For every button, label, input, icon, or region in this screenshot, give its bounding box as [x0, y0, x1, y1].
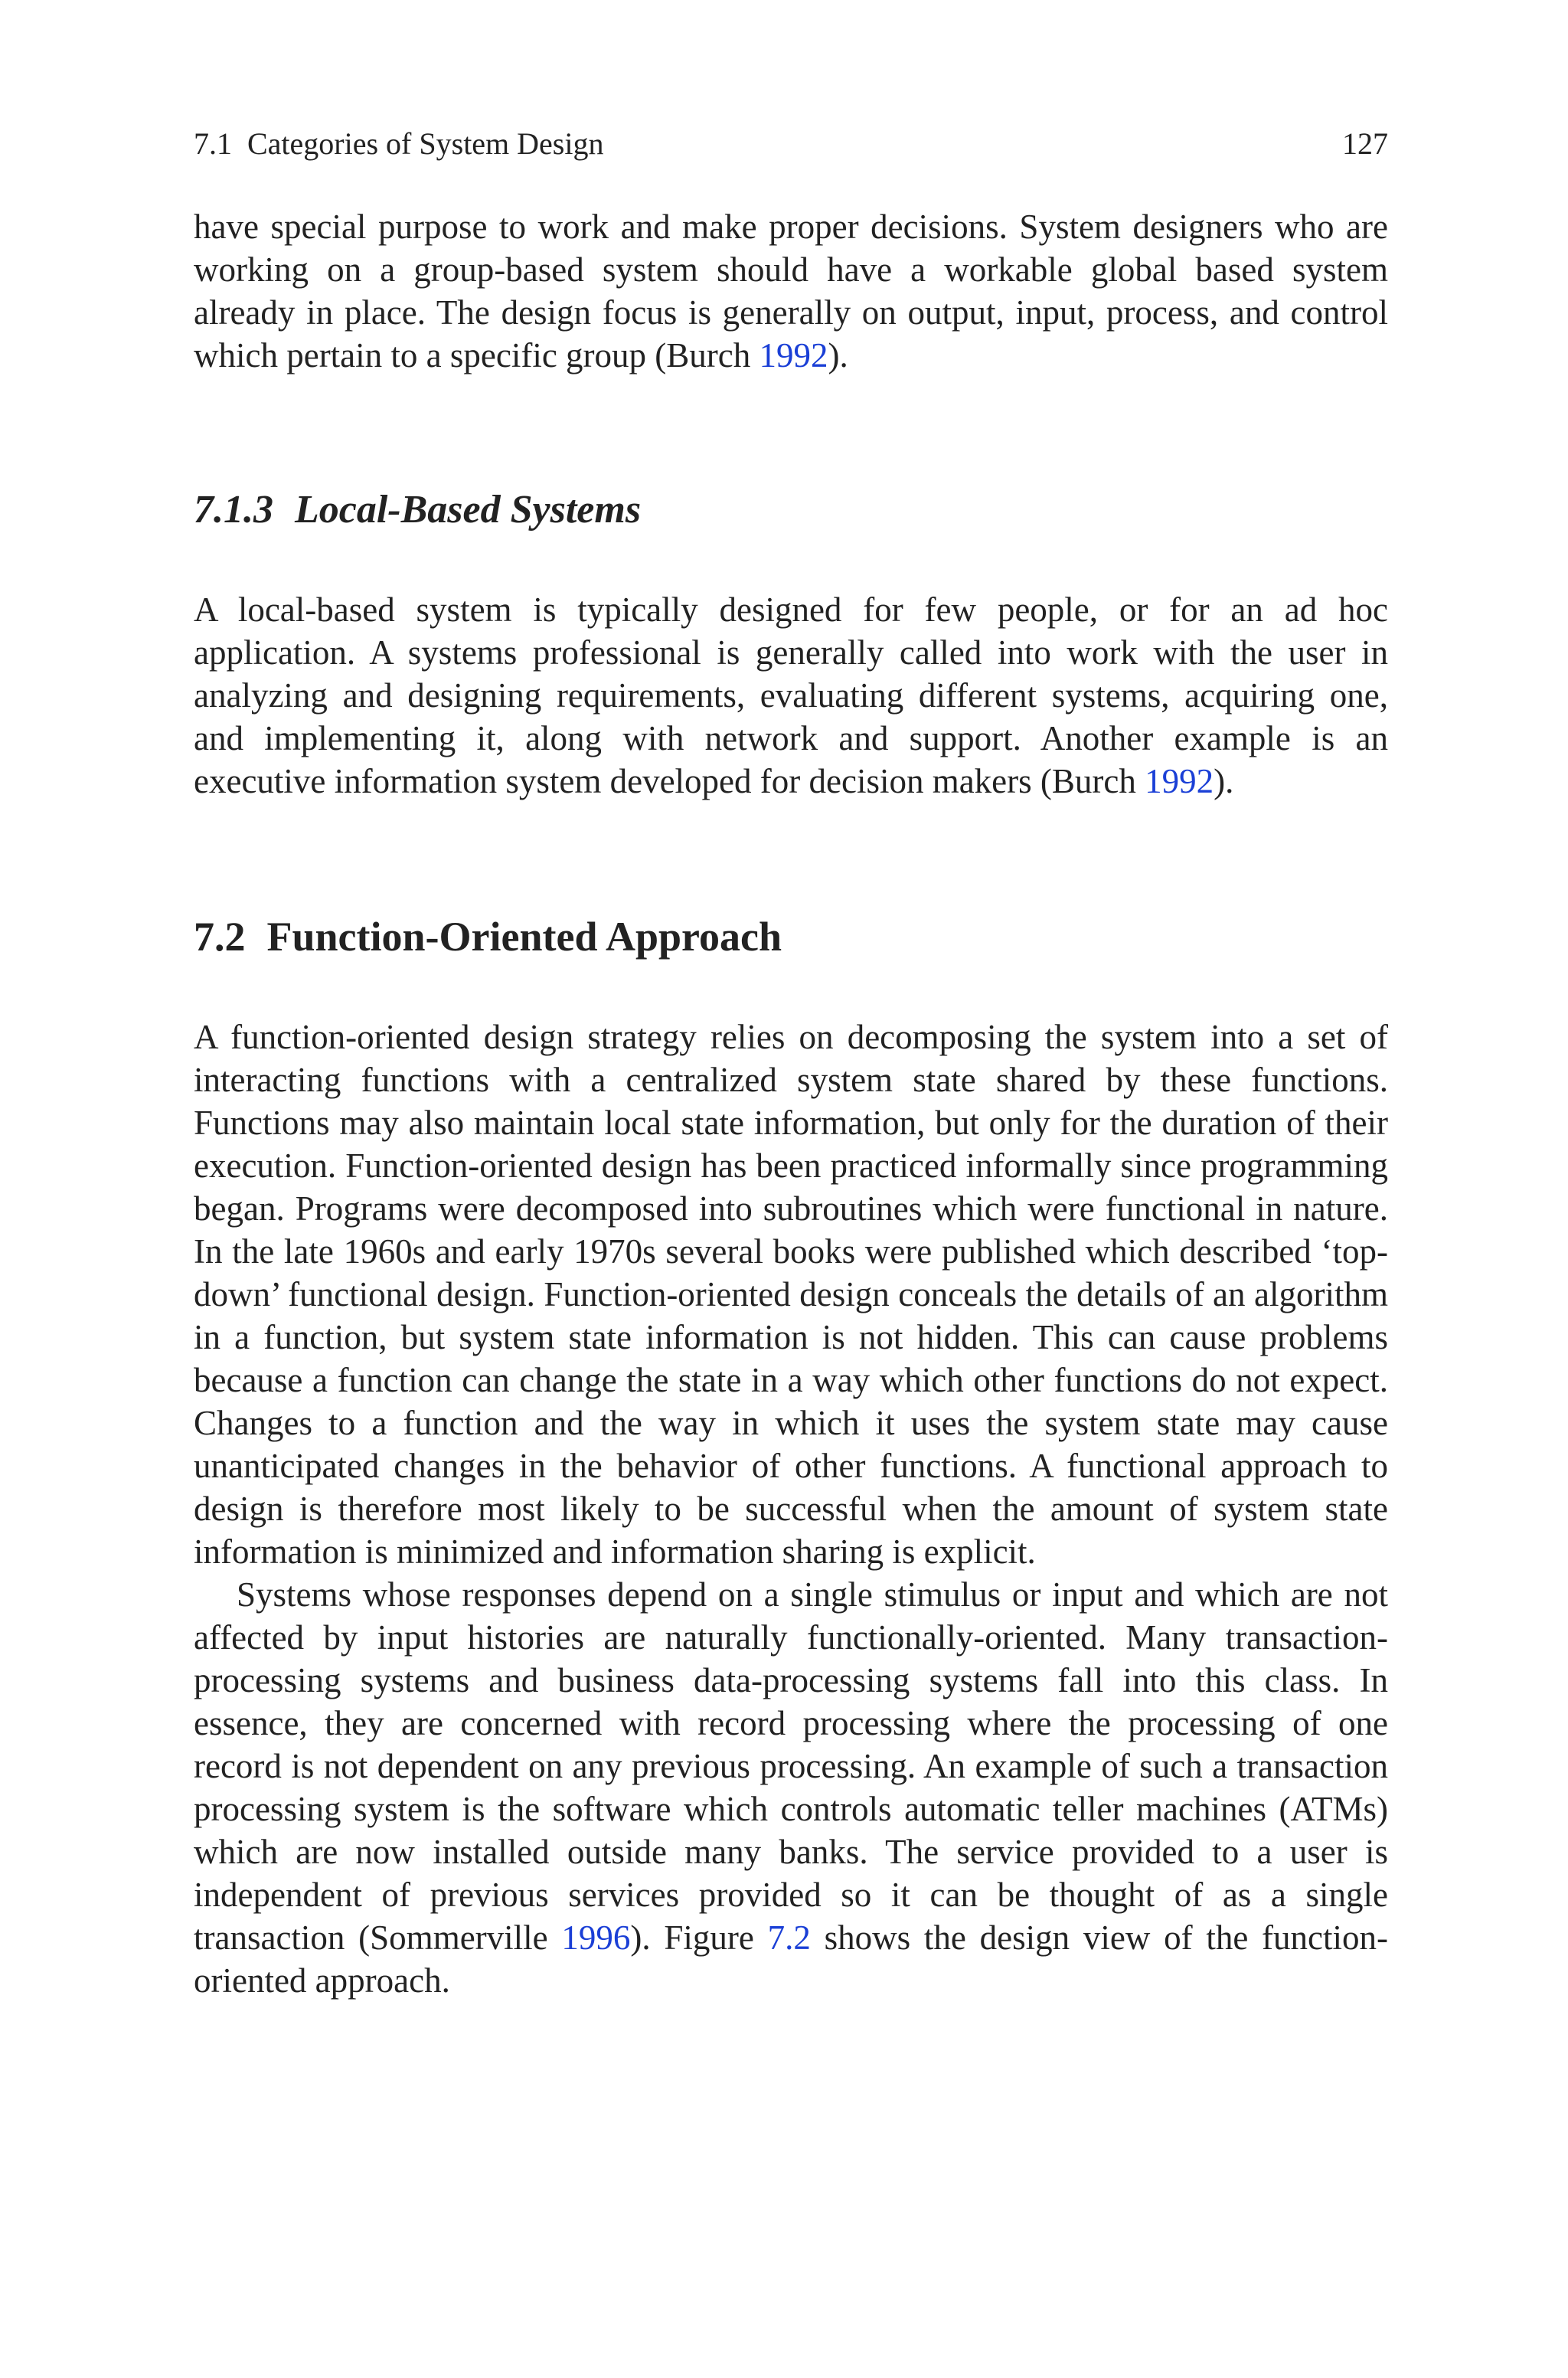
paragraph-end: ).	[1214, 762, 1234, 800]
section-number: 7.2	[194, 914, 246, 960]
figure-link-7-2[interactable]: 7.2	[767, 1918, 811, 1957]
running-head-section-title: Categories of System Design	[247, 126, 604, 161]
subsection-number: 7.1.3	[194, 488, 273, 532]
running-head-section-number: 7.1	[194, 126, 232, 161]
paragraph-local-based	[194, 588, 1388, 803]
paragraph-text: A local-based system is typically designed for few people, or for an ad hoc application. A systems professional is generally called into work with the user in analyzing and designing requirements, evaluating different systems, acquiring one, and implementing it, along with network and support. Another example is an executive information system developed for decision makers (Burch	[194, 590, 1388, 800]
subsection-title: Local-Based Systems	[295, 488, 642, 532]
running-head	[194, 121, 1388, 167]
section-title: Function-Oriented Approach	[266, 914, 782, 960]
paragraph-middle: ). Figure	[630, 1918, 768, 1957]
paragraph-text: have special purpose to work and make proper decisions. System designers who are working on a group-based system should have a workable global based system already in place. The design focus is generally on output, input, process, and control which pertain to a specific group (Burch	[194, 208, 1388, 375]
subsection-heading	[194, 486, 1388, 535]
section-heading	[194, 911, 1388, 962]
page-body	[194, 205, 1388, 2002]
paragraph-function-oriented: A function-oriented design strategy relies on decomposing the system into a set of interacting functions with a centralized system state shared by these functions. Functions may also maintain local state information, but only for the duration of their execution. Function-oriented design has been practiced informally since programming began. Programs were decomposed into subroutines which were functional in nature. In the late 1960s and early 1970s several books were published which described ‘top-down’ functional design. Function-oriented design conceals the details of an algorithm in a function, but system state information is not hidden. This can cause problems because a function can change the state in a way which other functions do not expect. Changes to a function and the way in which it uses the system state may cause unanticipated changes in the behavior of other functions. A functional approach to design is therefore most likely to be successful when the amount of system state information is minimized and information sharing is explicit.	[194, 1018, 1388, 1571]
paragraph-group-based-continuation	[194, 205, 1388, 377]
citation-link-burch-1992[interactable]: 1992	[1145, 762, 1214, 800]
paragraph-text: Systems whose responses depend on a single stimulus or input and which are not affected by input histories are naturally functionally-oriented. Many transaction-processing systems and business data-processing systems fall into this class. In essence, they are concerned with record processing where the processing of one record is not dependent on any previous processing. An example of such a transaction processing system is the software which controls automatic teller machines (ATMs) which are now installed outside many banks. The service provided to a user is independent of previous services provided so it can be thought of as a single transaction (Sommerville	[194, 1575, 1388, 1957]
citation-link-burch-1992[interactable]: 1992	[759, 336, 828, 375]
paragraph-end: shows the design view of the function-oriented approach.	[194, 1918, 1388, 2000]
citation-link-sommerville-1996[interactable]: 1996	[561, 1918, 631, 1957]
page-number: 127	[1342, 126, 1388, 161]
paragraph-systems-stimulus	[194, 1573, 1388, 2002]
paragraph-end: ).	[828, 336, 848, 375]
